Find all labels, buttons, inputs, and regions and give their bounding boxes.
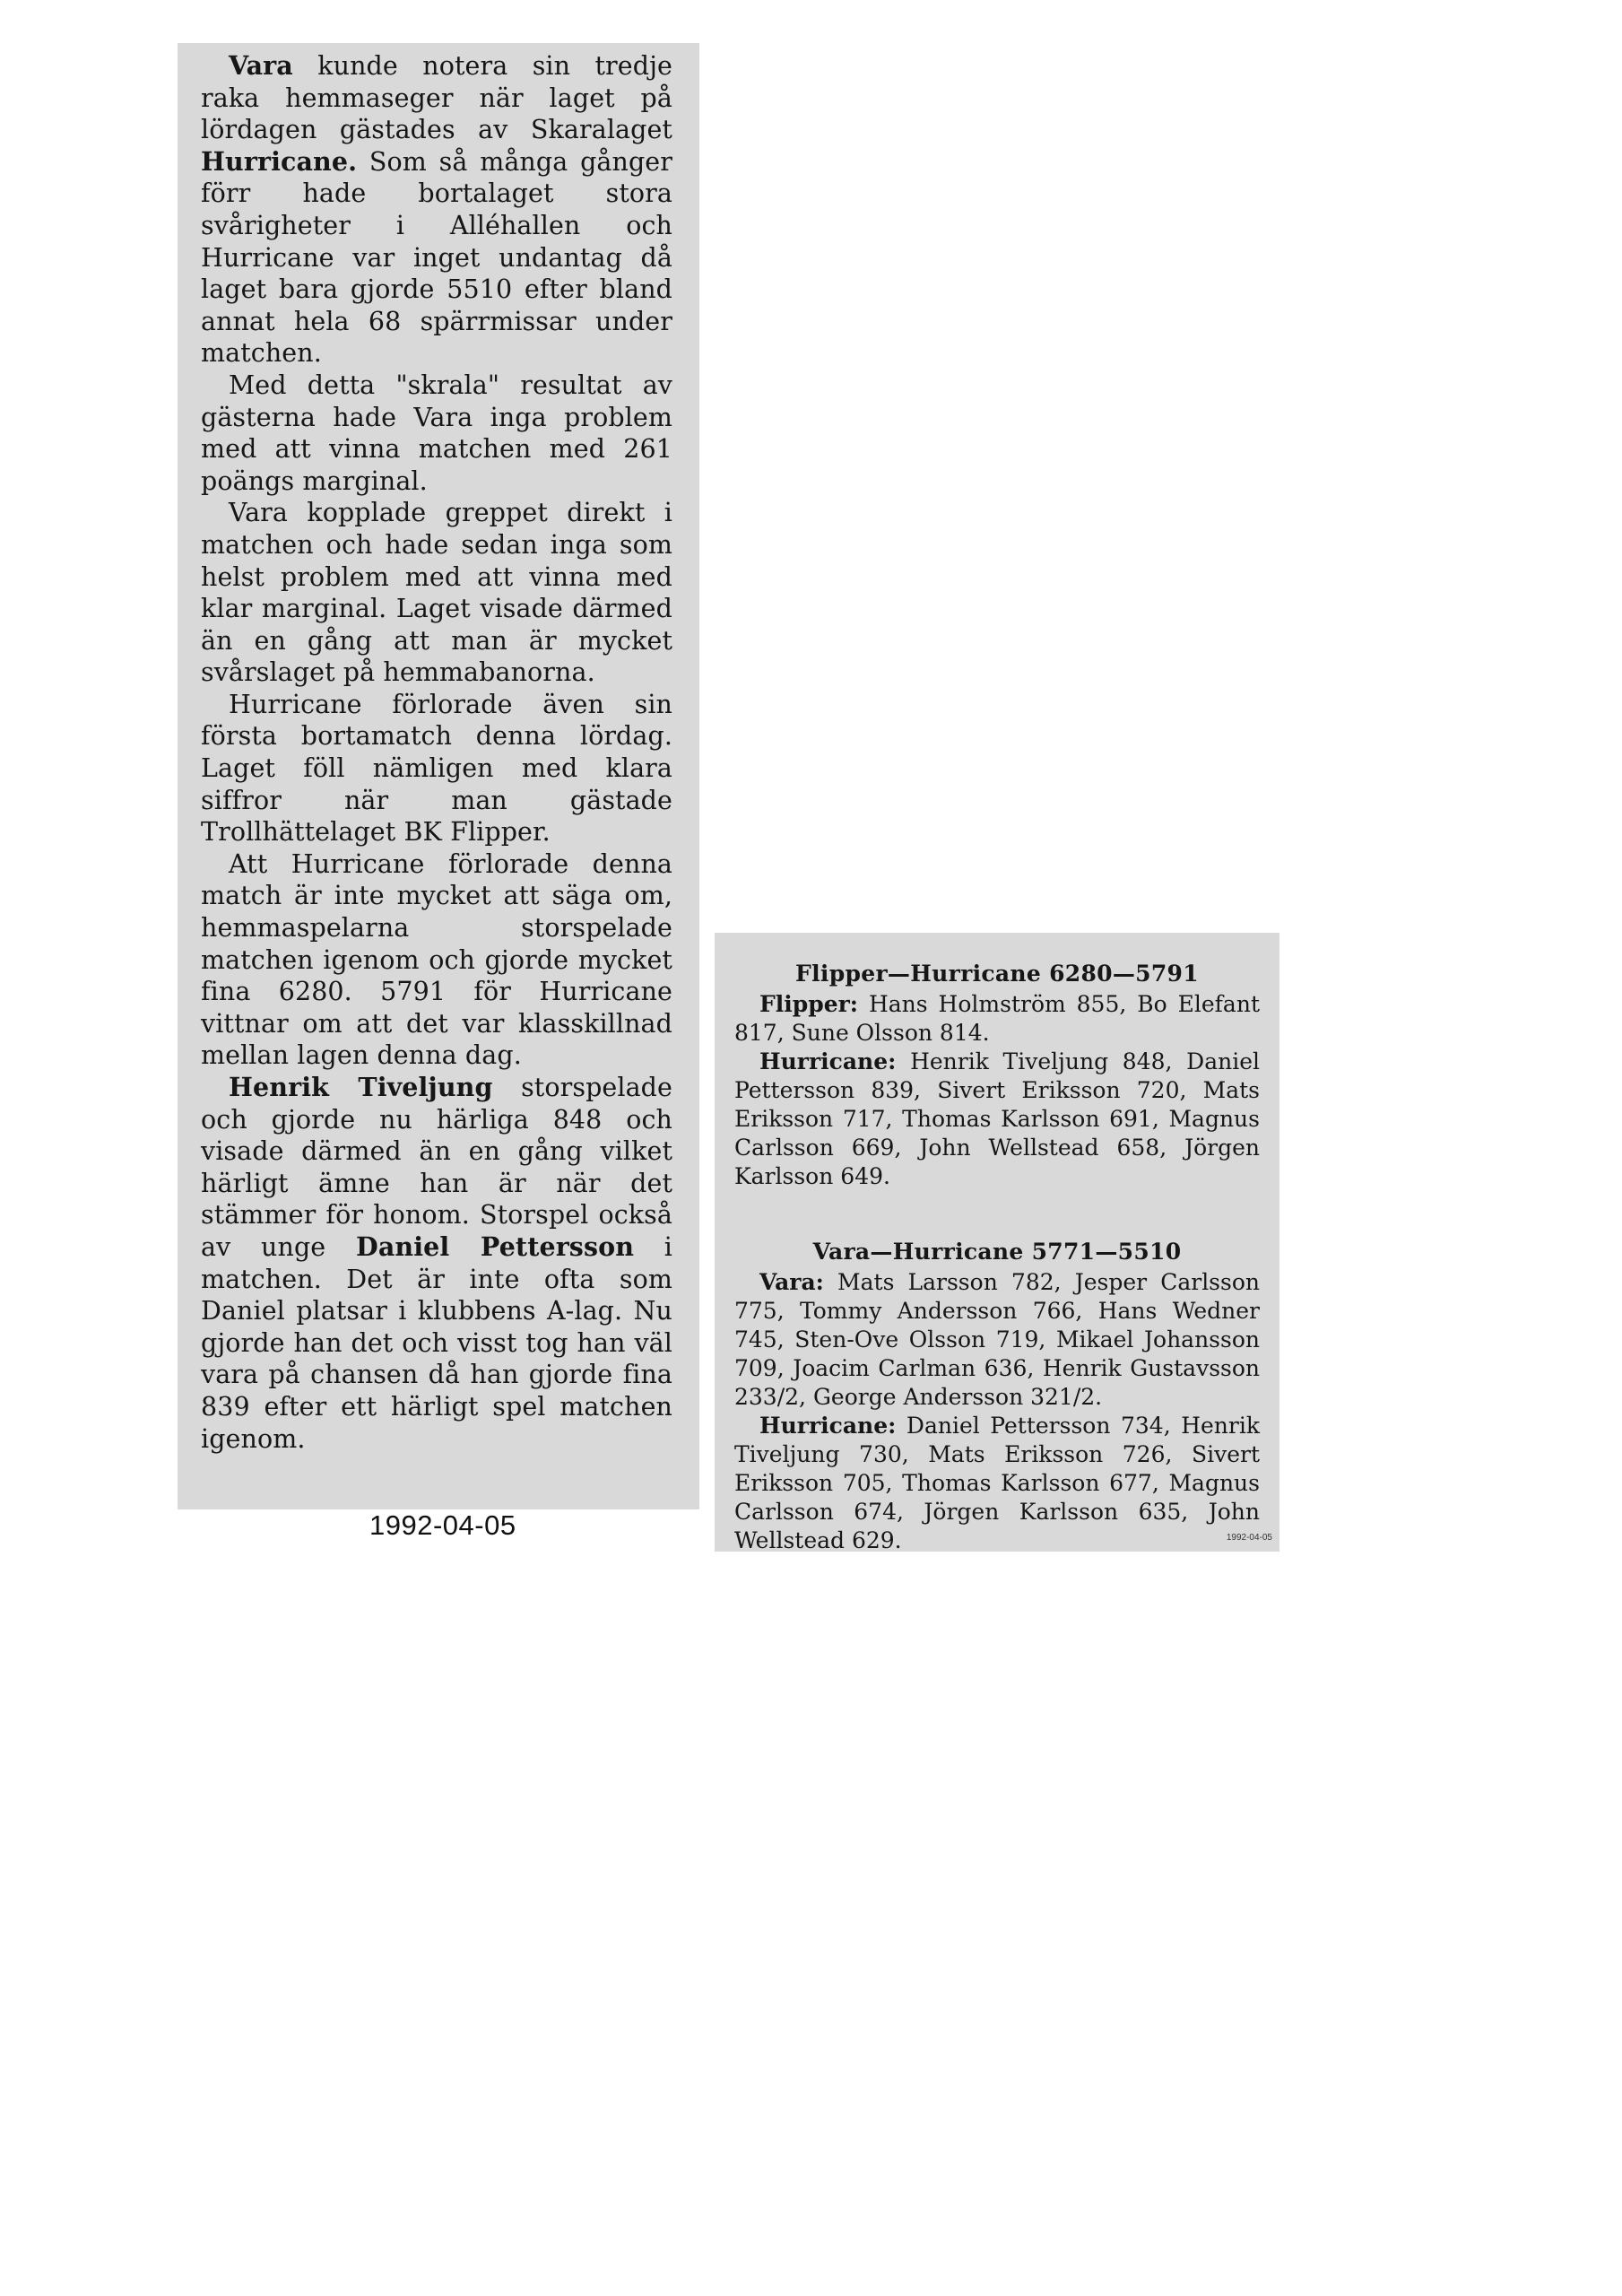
article-clipping <box>178 43 699 1509</box>
text-run: Hurricane förlorade även sin första bortamatch denna lördag. Laget föll nämligen med klara siffror när man gästade Trollhättelaget BK Flipper. <box>201 689 672 848</box>
result-line <box>734 990 1260 1048</box>
bold-run: Vara <box>229 50 293 81</box>
result-line <box>734 1268 1260 1412</box>
text-run: Vara kopplade greppet direkt i matchen och hade sedan inga som helst problem med att vinna med klar marginal. Laget visade därmed än en gång att man är mycket svårslaget på hemmabanorna. <box>201 498 672 688</box>
team-name: Vara: <box>759 1269 824 1295</box>
text-run: i matchen. Det är inte ofta som Daniel platsar i klubbens A-lag. Nu gjorde han det och visst tog han väl vara på chansen då han gjorde fina 839 efter ett härligt spel matchen igenom. <box>201 1231 672 1454</box>
spacer <box>734 1191 1260 1238</box>
article-paragraph-4 <box>201 689 672 848</box>
bold-run: Henrik Tiveljung <box>229 1072 493 1102</box>
text-run: Som så många gånger förr hade bortalaget stora svårigheter i Alléhallen och Hurricane var inget undantag då laget bara gjorde 5510 efter bland annat hela 68 spärrmissar under matchen. <box>201 146 672 369</box>
bold-run: Daniel Pettersson <box>356 1231 635 1262</box>
player-scores: Daniel Pettersson 734, Henrik Tiveljung 730, Mats Eriksson 726, Sivert Eriksson 705, Thomas Karlsson 677, Magnus Carlsson 674, Jörgen Karlsson 635, John Wellstead 629. <box>734 1413 1260 1553</box>
results-date: 1992-04-05 <box>1226 1533 1272 1543</box>
text-run: Att Hurricane förlorade denna match är inte mycket att säga om, hemmaspelarna storspelade matchen igenom och gjorde mycket fina 6280. 5791 för Hurricane vittnar om att det var klasskillnad mellan lagen denna dag. <box>201 848 672 1071</box>
match-heading-2: Vara—Hurricane 5771—5510 <box>812 1239 1182 1265</box>
result-line <box>734 1412 1260 1555</box>
player-scores: Mats Larsson 782, Jesper Carlsson 775, Tommy Andersson 766, Hans Wedner 745, Sten-Ove Olsson 719, Mikael Johansson 709, Joacim Carlman 636, Henrik Gustavsson 233/2, George Andersson 321/2. <box>734 1269 1260 1410</box>
match-heading-1: Flipper—Hurricane 6280—5791 <box>795 961 1199 987</box>
team-name: Hurricane: <box>759 1048 897 1074</box>
text-run: kunde notera sin tredje raka hemmaseger när laget på lördagen gästades av Skaralaget <box>201 51 672 145</box>
bold-run: Hurricane. <box>201 145 358 177</box>
text-run: Med detta "skrala" resultat av gästerna hade Vara inga problem med att vinna matchen med 261 poängs marginal. <box>201 370 672 496</box>
player-scores: Henrik Tiveljung 848, Daniel Pettersson 839, Sivert Eriksson 720, Mats Eriksson 717, Thomas Karlsson 691, Magnus Carlsson 669, John Wellstead 658, Jörgen Karlsson 649. <box>734 1048 1260 1189</box>
article-paragraph-1 <box>201 50 672 370</box>
team-name: Hurricane: <box>759 1413 897 1439</box>
text-run: storspelade och gjorde nu härliga 848 och visade därmed än en gång vilket härligt ämne han är när det stämmer för honom. Storspel också av unge <box>201 1073 672 1262</box>
article-date: 1992-04-05 <box>369 1509 516 1541</box>
article-paragraph-2 <box>201 370 672 497</box>
article-paragraph-6 <box>201 1072 672 1455</box>
player-scores: Hans Holmström 855, Bo Elefant 817, Sune Olsson 814. <box>734 991 1260 1046</box>
results-clipping <box>715 933 1279 1552</box>
result-line <box>734 1048 1260 1191</box>
team-name: Flipper: <box>759 991 859 1017</box>
article-paragraph-5 <box>201 848 672 1072</box>
article-paragraph-3 <box>201 497 672 689</box>
